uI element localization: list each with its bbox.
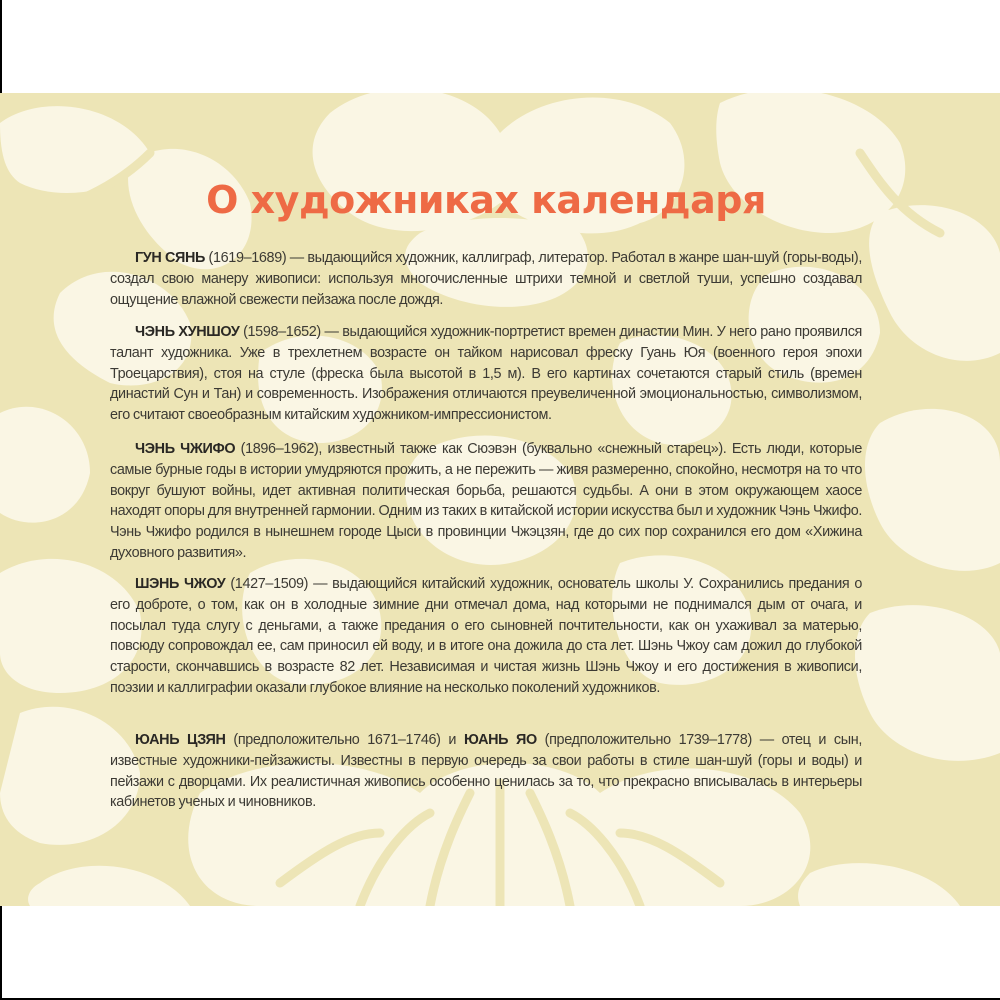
artist-name: ШЭНЬ ЧЖОУ	[135, 576, 226, 592]
artist-bio-shen-zhou	[110, 574, 862, 699]
artist-bio-chen-hongshou	[110, 322, 862, 426]
artist-description: (предположительно 1671–1746) и	[225, 732, 464, 748]
artist-bio-yuan-jiang-yuan-yao	[110, 730, 862, 813]
artist-description: (1619–1689) — выдающийся художник, каллиграф, литератор. Работал в жанре шан-шуй (горы-воды), создал свою манеру живописи: используя многочисленные штрихи темной и светлой туши, успешно создавал ощущение влажной свежести пейзажа после дождя.	[110, 250, 862, 308]
artist-description: (1896–1962), известный также как Сюэвэн (буквально «снежный старец»). Есть люди, которые самые бурные годы в истории умудряются прожить, а не пережить — живя размеренно, спокойно, несмотря на то что вокруг бушуют войны, идет активная политическая борьба, решаются судьбы. А они в этом окружающем хаосе находят опоры для внутренней гармонии. Одним из таких в китайской истории искусства был и художник Чэнь Чжифо. Чэнь Чжифо родился в нынешнем городе Цыси в провинции Чжэцзян, где до сих пор сохранился его дом «Хижина духовного развития».	[110, 441, 862, 561]
artist-name: ЧЭНЬ ЧЖИФО	[135, 441, 236, 457]
artist-description: (1427–1509) — выдающийся китайский художник, основатель школы У. Сохранились предания о его доброте, о том, как он в холодные зимние дни отмечал дома, над которыми не поднимался дым от очага, и посылал туда слугу с деньгами, а также предания о его сыновней почтительности, как он ухаживал за матерью, повсюду сопровождал ее, сам приносил ей воду, и в итоге она дожила до ста лет. Шэнь Чжоу сам дожил до глубокой старости, скончавшись в возрасте 82 лет. Независимая и чистая жизнь Шэнь Чжоу и его достижения в живописи, поэзии и каллиграфии оказали глубокое влияние на несколько поколений художников.	[110, 576, 862, 696]
artist-bio-gong-xian	[110, 248, 862, 310]
page-title: О художниках календаря	[206, 178, 766, 222]
frame-border-left	[0, 0, 2, 93]
artist-description-2: (предположительно 1739–1778) — отец и сын, известные художники-пейзажисты. Известны в первую очередь за свои работы в стиле шан-шуй (горы и воды) и пейзажи с дворцами. Их реалистичная живопись особенно ценилась за то, что прекрасно вписывалась в интерьеры кабинетов ученых и чиновников.	[110, 732, 862, 811]
artist-name: ГУН СЯНЬ	[135, 250, 206, 266]
artist-description: (1598–1652) — выдающийся художник-портретист времен династии Мин. У него рано проявился талант художника. Уже в трехлетнем возрасте он тайком нарисовал фреску Гуань Юя (военного героя эпохи Троецарствия), стоя на стуле (фреска была высотой в 1,5 м). В его картинах сочетаются старый стиль (времен династий Сун и Тан) и современность. Изображения отличаются преувеличенной эмоциональностью, символизмом, его считают своеобразным китайским художником-импрессионистом.	[110, 324, 862, 424]
artist-bio-chen-zhifo	[110, 439, 862, 564]
artist-name: ЮАНЬ ЦЗЯН	[135, 732, 226, 748]
artist-name-2: ЮАНЬ ЯО	[463, 732, 537, 748]
artist-name: ЧЭНЬ ХУНШОУ	[135, 324, 240, 340]
calendar-page	[0, 93, 1000, 906]
frame-border-left-lower	[0, 906, 2, 1000]
